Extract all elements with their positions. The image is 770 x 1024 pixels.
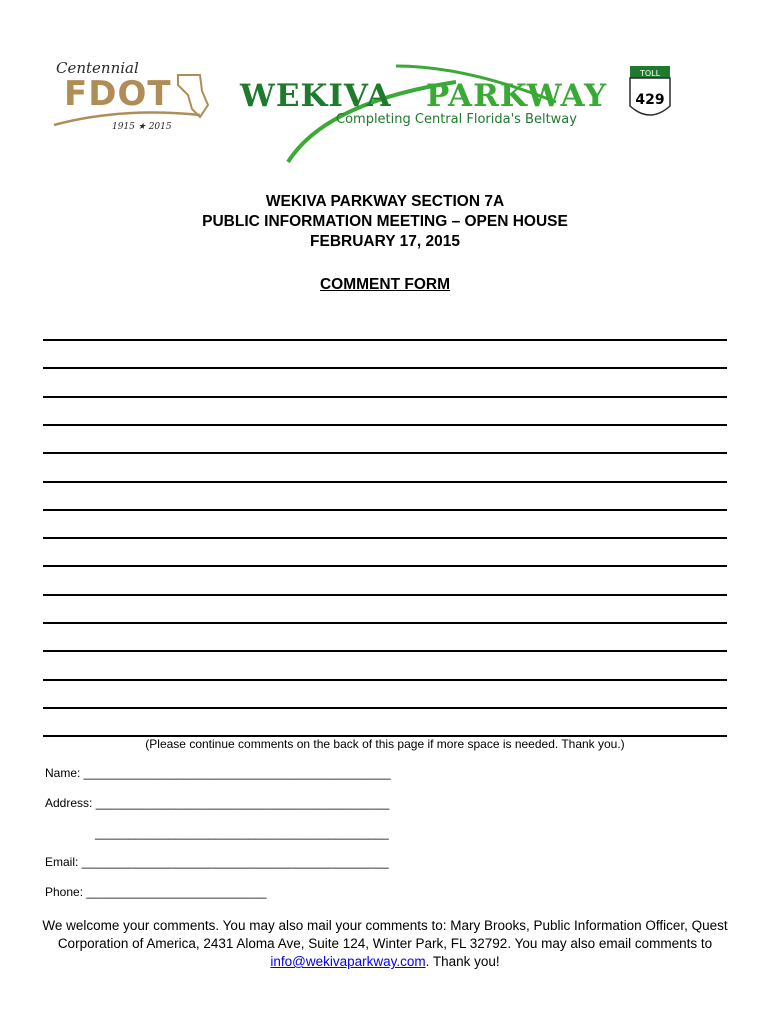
fdot-logo-main-text: FDOT — [64, 74, 172, 114]
email-link[interactable]: info@wekivaparkway.com — [270, 954, 426, 969]
comment-line[interactable] — [43, 650, 727, 652]
continue-note: (Please continue comments on the back of this page if more space is needed. Thank you.) — [145, 737, 625, 751]
comment-line[interactable] — [43, 339, 727, 341]
email-field[interactable]: Email: ______________________________________________ — [45, 855, 389, 869]
fdot-logo-years: 1915 ★ 2015 — [112, 122, 172, 132]
route-number: 429 — [635, 92, 665, 108]
comment-line[interactable] — [43, 367, 727, 369]
name-field[interactable]: Name: ______________________________________________ — [45, 766, 391, 780]
fdot-logo-top-text: Centennial — [56, 59, 139, 77]
form-title: COMMENT FORM — [319, 276, 450, 293]
comment-line[interactable] — [43, 481, 727, 483]
comment-line[interactable] — [43, 622, 727, 624]
florida-outline-icon — [178, 75, 208, 117]
wekiva-logo-tagline: Completing Central Florida's Beltway — [336, 112, 577, 127]
fdot-centennial-logo — [50, 55, 210, 135]
address-line2-field[interactable]: ____________________________________________ — [45, 826, 389, 840]
comment-line[interactable] — [43, 565, 727, 567]
footer-text-before: We welcome your comments. You may also mail your comments to: Mary Brooks, Public Information Officer, Quest Corporation of America, 2431 Aloma Ave, Suite 124, Winter Park, FL 32792. You may also email comments to — [42, 918, 728, 951]
footer-text-after: . Thank you! — [425, 954, 500, 969]
comment-line[interactable] — [43, 424, 727, 426]
wekiva-logo-name-right: PARKWAY — [426, 78, 608, 114]
phone-field[interactable]: Phone: ___________________________ — [45, 885, 267, 899]
wekiva-parkway-logo — [236, 62, 676, 172]
comment-line[interactable] — [43, 452, 727, 454]
heading-line-2: PUBLIC INFORMATION MEETING – OPEN HOUSE — [202, 213, 568, 230]
comment-line[interactable] — [43, 594, 727, 596]
comment-line[interactable] — [43, 707, 727, 709]
meeting-heading — [0, 192, 770, 252]
comment-line[interactable] — [43, 396, 727, 398]
wekiva-logo-name-left: WEKIVA — [240, 78, 392, 114]
comment-line[interactable] — [43, 679, 727, 681]
comment-line[interactable] — [43, 537, 727, 539]
toll-label: TOLL — [639, 69, 661, 78]
heading-line-3: FEBRUARY 17, 2015 — [310, 233, 460, 250]
footer-message — [40, 917, 730, 971]
comment-line[interactable] — [43, 509, 727, 511]
heading-line-1: WEKIVA PARKWAY SECTION 7A — [265, 193, 505, 210]
address-field[interactable]: Address: ____________________________________________ — [45, 796, 390, 810]
toll-429-shield-icon — [630, 66, 670, 115]
